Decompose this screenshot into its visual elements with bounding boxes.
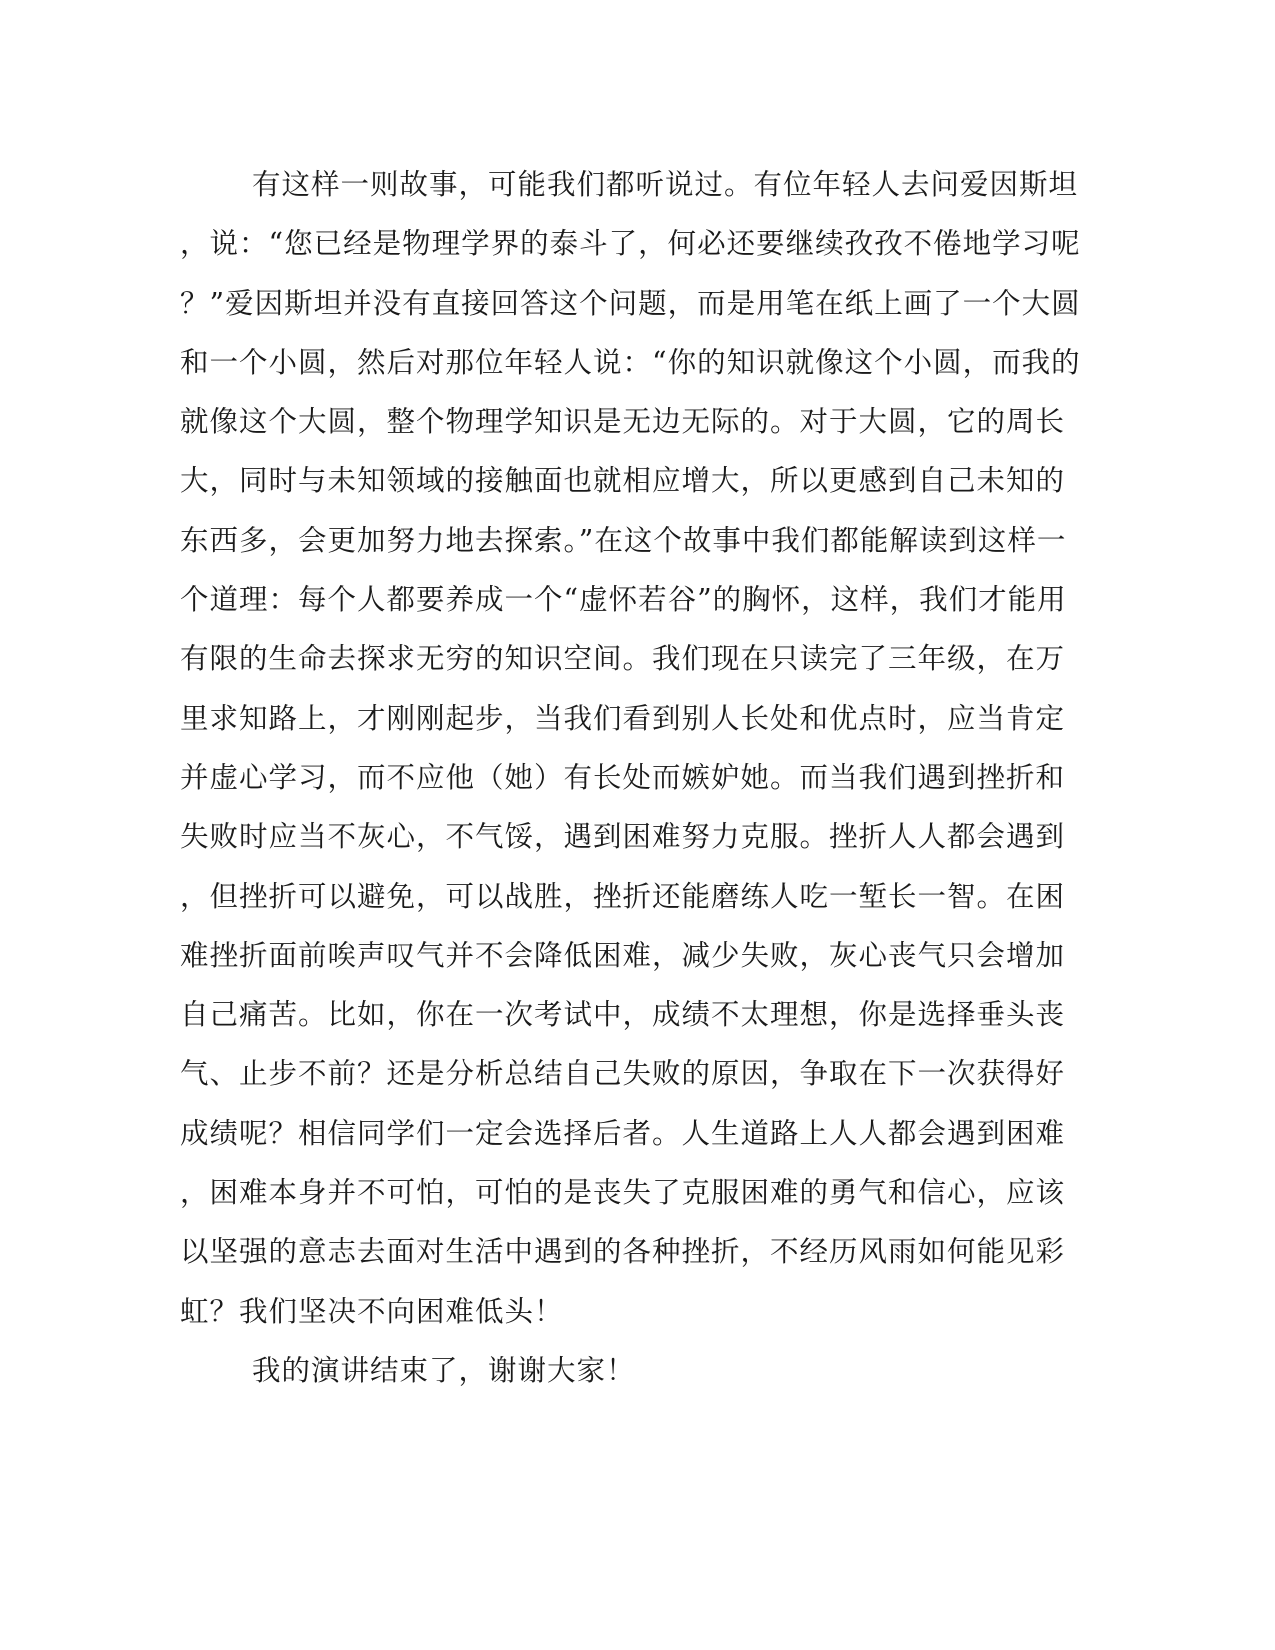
text-line: 大，同时与未知领域的接触面也就相应增大，所以更感到自己未知的 <box>180 464 1066 498</box>
text-line: 东西多，会更加努力地去探索。”在这个故事中我们都能解读到这样一 <box>180 523 1067 557</box>
text-line: 失败时应当不灰心，不气馁，遇到困难努力克服。挫折人人都会遇到 <box>180 820 1066 854</box>
text-line: 以坚强的意志去面对生活中遇到的各种挫折，不经历风雨如何能见彩 <box>180 1235 1066 1269</box>
text-line: 有这样一则故事，可能我们都听说过。有位年轻人去问爱因斯坦 <box>252 168 1079 201</box>
text-line: 气、止步不前？还是分析总结自己失败的原因，争取在下一次获得好 <box>180 1057 1066 1091</box>
text-line: 虹？我们坚决不向困难低头！ <box>180 1294 564 1328</box>
text-line: 就像这个大圆，整个物理学知识是无边无际的。对于大圆，它的周长 <box>180 405 1066 439</box>
text-line: 个道理：每个人都要养成一个“虚怀若谷”的胸怀，这样，我们才能用 <box>180 583 1067 617</box>
story-paragraph <box>180 155 1081 1341</box>
text-line: 自己痛苦。比如，你在一次考试中，成绩不太理想，你是选择垂头丧 <box>180 998 1066 1032</box>
closing-line: 我的演讲结束了，谢谢大家！ <box>252 1353 636 1387</box>
text-line: ，但挫折可以避免，可以战胜，挫折还能磨练人吃一堑长一智。在困 <box>180 879 1066 913</box>
text-line: 有限的生命去探求无穷的知识空间。我们现在只读完了三年级，在万 <box>180 642 1066 676</box>
closing-paragraph <box>180 1341 1040 1400</box>
text-line: 和一个小圆，然后对那位年轻人说：“你的知识就像这个小圆，而我的 <box>180 345 1081 379</box>
body-text <box>180 155 1081 1400</box>
text-line: 成绩呢？相信同学们一定会选择后者。人生道路上人人都会遇到困难 <box>180 1116 1066 1150</box>
text-line: 难挫折面前唉声叹气并不会降低困难，减少失败，灰心丧气只会增加 <box>180 938 1066 972</box>
text-line: ？”爱因斯坦并没有直接回答这个问题，而是用笔在纸上画了一个大圆 <box>180 286 1081 320</box>
text-line: ，困难本身并不可怕，可怕的是丧失了克服困难的勇气和信心，应该 <box>180 1176 1066 1210</box>
text-line: ，说：“您已经是物理学界的泰斗了，何必还要继续孜孜不倦地学习呢 <box>180 227 1081 261</box>
text-line: 并虚心学习，而不应他（她）有长处而嫉妒她。而当我们遇到挫折和 <box>180 760 1066 794</box>
text-line: 里求知路上，才刚刚起步，当我们看到别人长处和优点时，应当肯定 <box>180 701 1066 735</box>
